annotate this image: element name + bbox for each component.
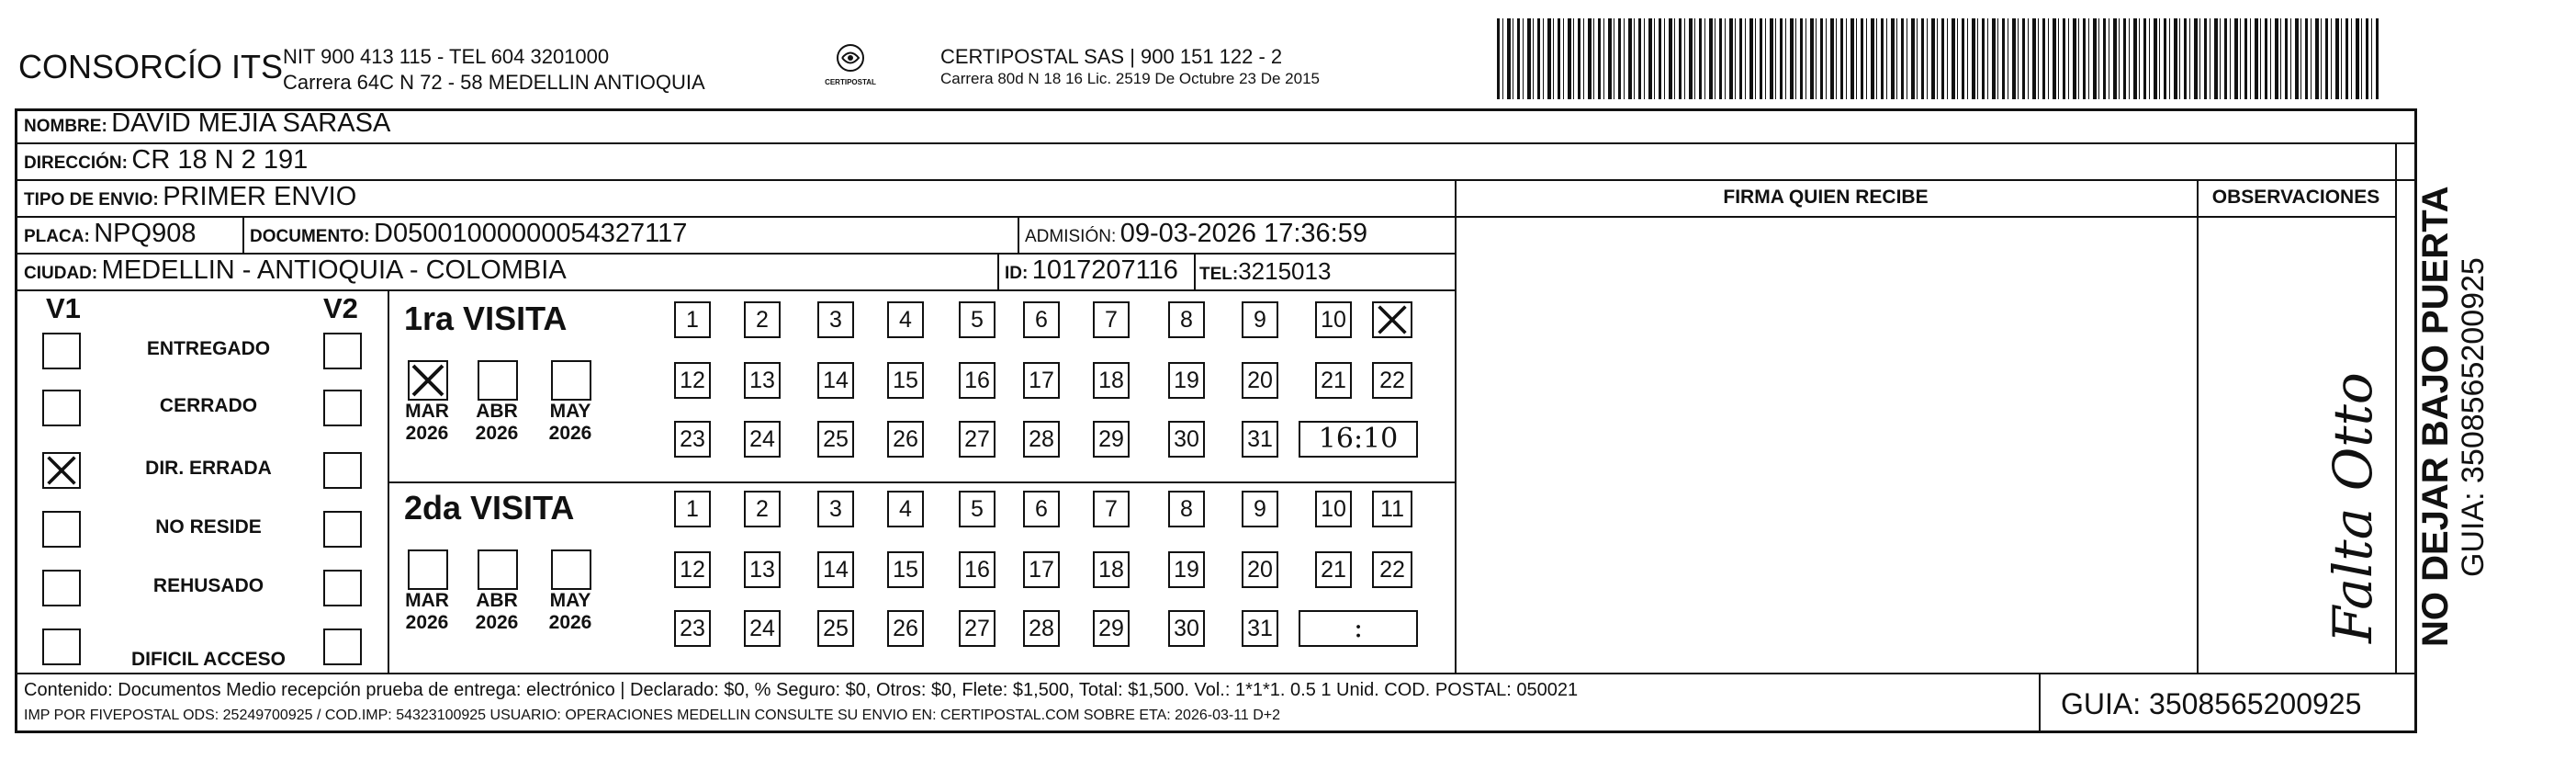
footer-line1: Contenido: Documentos Medio recepción prueba de entrega: electrónico | Declarado: $0, % Seguro: $0, Otros: $0, Flete: $1,500, Total: $1,500. Vol.: 1*1*1. 0.5 1 Unid. COD. POSTAL: 050021 — [24, 680, 1579, 700]
company-nit: NIT 900 413 115 - TEL 604 3201000 — [283, 45, 610, 68]
admision-value: 09-03-2026 17:36:59 — [1119, 219, 1367, 248]
first-visit-month-box-2[interactable] — [551, 360, 591, 401]
second-visit-time-box[interactable]: : — [1299, 610, 1418, 647]
second-visit-day-9[interactable]: 9 — [1242, 491, 1278, 527]
tel-value: 3215013 — [1238, 257, 1332, 285]
first-visit-day-26[interactable]: 26 — [887, 421, 924, 458]
company-name: CONSORCÍO ITS — [18, 48, 284, 85]
second-visit-month-label-1 — [467, 590, 527, 634]
first-visit-day-3[interactable]: 3 — [817, 301, 854, 338]
first-visit-day-14[interactable]: 14 — [817, 362, 854, 399]
first-visit-title: 1ra VISITA — [404, 300, 568, 337]
first-visit-day-24[interactable]: 24 — [744, 421, 781, 458]
first-visit-day-9[interactable]: 9 — [1242, 301, 1278, 338]
firma-header: FIRMA QUIEN RECIBE — [1723, 187, 1929, 208]
v1-checkbox-1[interactable] — [42, 390, 81, 426]
first-visit-day-18[interactable]: 18 — [1093, 362, 1130, 399]
second-visit-month-name-1: ABR — [476, 590, 518, 611]
first-visit-month-label-0 — [397, 401, 457, 445]
id-label: ID: — [1005, 264, 1029, 283]
direccion-label: DIRECCIÓN: — [24, 153, 128, 173]
status-label-1: CERRADO — [159, 395, 258, 416]
second-visit-month-year-1: 2026 — [475, 612, 519, 633]
second-visit-day-4[interactable]: 4 — [887, 491, 924, 527]
status-label-4: REHUSADO — [152, 575, 264, 596]
v2-checkbox-1[interactable] — [323, 390, 362, 426]
second-visit-day-22[interactable]: 22 — [1372, 551, 1412, 588]
v1-checkbox-0[interactable] — [42, 333, 81, 369]
tel-label: TEL: — [1199, 265, 1239, 284]
second-visit-day-27[interactable]: 27 — [959, 610, 996, 647]
second-visit-day-13[interactable]: 13 — [744, 551, 781, 588]
first-visit-day-20[interactable]: 20 — [1242, 362, 1278, 399]
second-visit-day-7[interactable]: 7 — [1093, 491, 1130, 527]
second-visit-day-16[interactable]: 16 — [959, 551, 996, 588]
first-visit-day-28[interactable]: 28 — [1023, 421, 1060, 458]
tel-cell — [1199, 257, 1331, 286]
documento-label: DOCUMENTO: — [250, 227, 370, 246]
documento-value: D05001000000054327117 — [374, 219, 688, 248]
first-visit-day-19[interactable]: 19 — [1168, 362, 1205, 399]
documento-cell — [250, 219, 687, 249]
first-visit-day-29[interactable]: 29 — [1093, 421, 1130, 458]
id-cell — [1005, 255, 1178, 286]
ciudad-cell — [24, 255, 567, 286]
direccion-value: CR 18 N 2 191 — [131, 145, 309, 175]
side-guia: GUIA: 3508565200925 — [2456, 257, 2491, 577]
v2-checkbox-5[interactable] — [323, 628, 362, 665]
direccion-row — [24, 145, 308, 176]
second-visit-month-year-2: 2026 — [548, 612, 592, 633]
first-visit-day-10[interactable]: 10 — [1315, 301, 1352, 338]
courier-address: Carrera 80d N 18 16 Lic. 2519 De Octubre 23 De 2015 — [940, 70, 1320, 87]
v1-header: V1 — [46, 292, 81, 324]
second-visit-month-label-0 — [397, 590, 457, 634]
first-visit-day-30[interactable]: 30 — [1168, 421, 1205, 458]
second-visit-month-year-0: 2026 — [405, 612, 449, 633]
status-label-3: NO RESIDE — [155, 516, 262, 538]
second-visit-day-1[interactable]: 1 — [674, 491, 711, 527]
first-visit-day-13[interactable]: 13 — [744, 362, 781, 399]
first-visit-day-6[interactable]: 6 — [1023, 301, 1060, 338]
first-visit-day-21[interactable]: 21 — [1315, 362, 1352, 399]
second-visit-day-2[interactable]: 2 — [744, 491, 781, 527]
first-visit-day-4[interactable]: 4 — [887, 301, 924, 338]
first-visit-month-name-2: MAY — [549, 401, 591, 422]
second-visit-day-26[interactable]: 26 — [887, 610, 924, 647]
second-visit-day-6[interactable]: 6 — [1023, 491, 1060, 527]
v1-checkbox-2[interactable] — [42, 452, 81, 489]
first-visit-month-year-0: 2026 — [405, 423, 449, 444]
v2-checkbox-2[interactable] — [323, 452, 362, 489]
status-label-5: DIFICIL ACCESO — [130, 649, 286, 670]
second-visit-day-8[interactable]: 8 — [1168, 491, 1205, 527]
v1-checkbox-4[interactable] — [42, 570, 81, 606]
first-visit-day-17[interactable]: 17 — [1023, 362, 1060, 399]
footer-line2: IMP POR FIVEPOSTAL ODS: 25249700925 / COD.IMP: 54323100925 USUARIO: OPERACIONES MEDELLIN CONSULTE SU ENVIO EN: CERTIPOSTAL.COM SOBRE ETA: 2026-03-11 D+2 — [24, 708, 1281, 723]
handwritten-note: Falta Otto — [2322, 372, 2384, 643]
id-value: 1017207116 — [1031, 255, 1178, 285]
second-visit-month-label-2 — [540, 590, 601, 634]
ciudad-value: MEDELLIN - ANTIOQUIA - COLOMBIA — [101, 255, 567, 285]
first-visit-day-22[interactable]: 22 — [1372, 362, 1412, 399]
nombre-label: NOMBRE: — [24, 117, 107, 136]
second-visit-day-29[interactable]: 29 — [1093, 610, 1130, 647]
second-visit-day-11[interactable]: 11 — [1372, 491, 1412, 527]
v2-checkbox-3[interactable] — [323, 511, 362, 548]
first-visit-month-name-0: MAR — [405, 401, 449, 422]
first-visit-day-1[interactable]: 1 — [674, 301, 711, 338]
first-visit-day-7[interactable]: 7 — [1093, 301, 1130, 338]
footer-guia: GUIA: 3508565200925 — [2061, 687, 2362, 720]
second-visit-day-28[interactable]: 28 — [1023, 610, 1060, 647]
second-visit-title: 2da VISITA — [404, 489, 575, 527]
first-visit-day-15[interactable]: 15 — [887, 362, 924, 399]
second-visit-day-23[interactable]: 23 — [674, 610, 711, 647]
second-visit-day-3[interactable]: 3 — [817, 491, 854, 527]
second-visit-month-box-0[interactable] — [408, 549, 448, 590]
second-visit-month-name-0: MAR — [405, 590, 449, 611]
second-visit-day-15[interactable]: 15 — [887, 551, 924, 588]
first-visit-month-box-1[interactable] — [478, 360, 518, 401]
second-visit-day-21[interactable]: 21 — [1315, 551, 1352, 588]
first-visit-day-27[interactable]: 27 — [959, 421, 996, 458]
courier-logo-text: CERTIPOSTAL — [825, 78, 876, 86]
first-visit-day-2[interactable]: 2 — [744, 301, 781, 338]
nombre-value: DAVID MEJIA SARASA — [111, 108, 391, 138]
tipo-envio-value: PRIMER ENVIO — [163, 182, 357, 211]
tipo-envio-label: TIPO DE ENVIO: — [24, 190, 159, 209]
second-visit-day-25[interactable]: 25 — [817, 610, 854, 647]
first-visit-day-31[interactable]: 31 — [1242, 421, 1278, 458]
admision-cell — [1025, 219, 1367, 249]
v2-checkbox-0[interactable] — [323, 333, 362, 369]
no-dejar-warning: NO DEJAR BAJO PUERTA — [2415, 186, 2456, 647]
second-visit-day-5[interactable]: 5 — [959, 491, 996, 527]
status-label-2: DIR. ERRADA — [145, 458, 272, 479]
v2-header: V2 — [323, 292, 358, 324]
v1-checkbox-5[interactable] — [42, 628, 81, 665]
first-visit-month-year-2: 2026 — [548, 423, 592, 444]
courier-logo — [814, 42, 887, 86]
first-visit-day-5[interactable]: 5 — [959, 301, 996, 338]
first-visit-day-11[interactable] — [1372, 301, 1412, 338]
first-visit-month-year-1: 2026 — [475, 423, 519, 444]
company-info — [283, 44, 705, 96]
first-visit-month-label-2 — [540, 401, 601, 445]
second-visit-day-31[interactable]: 31 — [1242, 610, 1278, 647]
tipo-envio-row — [24, 182, 356, 212]
barcode — [1497, 18, 2379, 99]
admision-label: ADMISIÓN: — [1025, 227, 1117, 246]
placa-cell — [24, 219, 196, 249]
first-visit-month-box-0[interactable] — [408, 360, 448, 401]
first-visit-day-12[interactable]: 12 — [674, 362, 711, 399]
courier-name: CERTIPOSTAL SAS | 900 151 122 - 2 — [940, 45, 1283, 68]
first-visit-day-25[interactable]: 25 — [817, 421, 854, 458]
nombre-row — [24, 108, 390, 139]
second-visit-day-18[interactable]: 18 — [1093, 551, 1130, 588]
second-visit-day-19[interactable]: 19 — [1168, 551, 1205, 588]
first-visit-month-name-1: ABR — [476, 401, 518, 422]
v2-checkbox-4[interactable] — [323, 570, 362, 606]
first-visit-month-label-1 — [467, 401, 527, 445]
first-visit-time-box[interactable]: 16:10 — [1299, 421, 1418, 458]
second-visit-day-10[interactable]: 10 — [1315, 491, 1352, 527]
second-visit-day-24[interactable]: 24 — [744, 610, 781, 647]
placa-value: NPQ908 — [94, 219, 197, 248]
second-visit-month-box-2[interactable] — [551, 549, 591, 590]
v1-checkbox-3[interactable] — [42, 511, 81, 548]
first-visit-day-8[interactable]: 8 — [1168, 301, 1205, 338]
status-label-0: ENTREGADO — [146, 338, 271, 359]
courier-logo-icon — [832, 42, 869, 74]
second-visit-day-14[interactable]: 14 — [817, 551, 854, 588]
second-visit-day-30[interactable]: 30 — [1168, 610, 1205, 647]
second-visit-day-20[interactable]: 20 — [1242, 551, 1278, 588]
first-visit-day-23[interactable]: 23 — [674, 421, 711, 458]
company-address: Carrera 64C N 72 - 58 MEDELLIN ANTIOQUIA — [283, 71, 705, 94]
courier-info — [940, 44, 1320, 88]
first-visit-day-16[interactable]: 16 — [959, 362, 996, 399]
observaciones-header: OBSERVACIONES — [2211, 187, 2380, 208]
ciudad-label: CIUDAD: — [24, 264, 98, 283]
second-visit-day-17[interactable]: 17 — [1023, 551, 1060, 588]
second-visit-month-box-1[interactable] — [478, 549, 518, 590]
second-visit-day-12[interactable]: 12 — [674, 551, 711, 588]
second-visit-month-name-2: MAY — [549, 590, 591, 611]
placa-label: PLACA: — [24, 227, 90, 246]
